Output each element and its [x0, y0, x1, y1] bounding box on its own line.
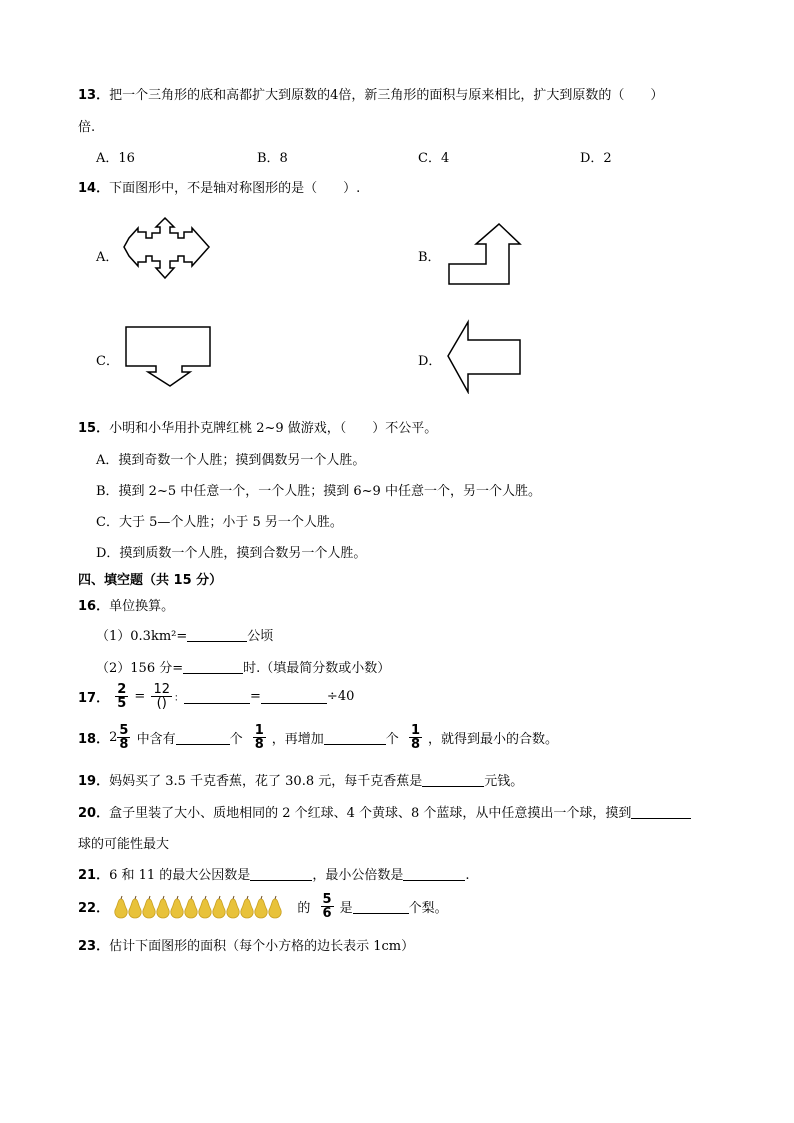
option-b[interactable]: B．摸到 2~5 中任意一个，一个人胜；摸到 6~9 中任意一个，另一个人胜。	[96, 484, 541, 499]
question-number: 13．	[78, 88, 110, 103]
bent-arrow-figure[interactable]	[446, 222, 522, 286]
text-segment: ，就得到最小的合数。	[428, 732, 559, 747]
fraction-denominator: 5	[117, 696, 127, 711]
question-number: 23．	[78, 939, 110, 954]
question-text: 下面图形中，不是轴对称图形的是（ ）.	[109, 181, 361, 196]
question-text-continued: 球的可能性最大	[78, 837, 170, 852]
question-text: 小明和小华用扑克牌红桃 2~9 做游戏，（ ）不公平。	[109, 421, 438, 436]
answer-blank[interactable]	[422, 772, 484, 787]
question-text-tail: .	[465, 868, 470, 883]
question-19	[78, 770, 523, 789]
fraction-numerator: 12	[153, 682, 171, 697]
option-d[interactable]: D．2	[580, 151, 612, 166]
question-number: 17．	[78, 691, 110, 706]
part-2-unit: 时.（填最简分数或小数）	[243, 661, 391, 676]
question-20-continuation	[78, 833, 169, 852]
question-number: 21．	[78, 868, 110, 883]
pear-icon	[143, 896, 155, 918]
mixed-number-fraction	[117, 724, 130, 751]
option-c-label[interactable]: C．	[96, 354, 119, 369]
question-21	[78, 864, 469, 883]
question-number: 20．	[78, 806, 110, 821]
question-text: 盒子里装了大小、质地相同的 2 个红球、4 个黄球、8 个蓝球，从中任意摸出一个球，摸到	[109, 806, 632, 821]
question-number: 16．	[78, 599, 110, 614]
fraction-two-fifths	[115, 683, 128, 710]
question-text: 单位换算。	[109, 599, 175, 614]
pear-icon	[199, 896, 211, 918]
pear-icon	[241, 896, 253, 918]
answer-blank[interactable]	[261, 689, 327, 704]
pear-icon	[255, 896, 267, 918]
fraction-five-sixths	[321, 893, 334, 920]
text-segment: 的	[297, 901, 311, 916]
equals-sign: =	[250, 689, 261, 704]
pear-icon	[129, 896, 141, 918]
question-16	[78, 595, 174, 614]
question-13	[78, 84, 663, 103]
option-d-label[interactable]: D．	[418, 354, 442, 369]
fraction-numerator: 1	[410, 723, 420, 738]
question-15	[78, 417, 437, 436]
option-d[interactable]: D．摸到质数一个人胜，摸到合数另一个人胜。	[96, 546, 367, 561]
left-arrow-figure[interactable]	[446, 318, 524, 394]
fraction-numerator: 5	[119, 723, 129, 738]
equals-sign: =	[134, 689, 146, 704]
option-b[interactable]: B．8	[257, 151, 288, 166]
question-18	[78, 724, 558, 751]
question-22	[78, 893, 448, 920]
answer-blank[interactable]	[403, 866, 465, 881]
part-1-prefix: （1）0.3km²=	[96, 629, 188, 644]
question-text: 把一个三角形的底和高都扩大到原数的4倍，新三角形的面积与原来相比，扩大到原数的（ ）	[109, 88, 664, 103]
pear-icon	[185, 896, 197, 918]
option-c[interactable]: C．4	[418, 151, 450, 166]
question-number: 22．	[78, 901, 110, 916]
question-14	[78, 177, 360, 196]
option-a-label[interactable]: A．	[96, 250, 119, 265]
part-1-unit: 公顷	[247, 629, 274, 644]
part-2-prefix: （2）156 分=	[96, 661, 184, 676]
text-segment: 个	[229, 732, 243, 747]
fraction-one-eighth	[253, 724, 266, 751]
question-16-part-1	[96, 625, 273, 644]
down-arrow-box-figure[interactable]	[122, 324, 214, 388]
question-23	[78, 935, 414, 954]
four-arrow-cross-figure[interactable]	[122, 216, 212, 292]
fraction-denominator[interactable]: ()	[156, 696, 167, 711]
question-17	[78, 683, 354, 710]
ratio-colon: ：	[174, 693, 185, 704]
fraction-one-eighth	[409, 724, 422, 751]
fraction-numerator: 1	[254, 723, 264, 738]
option-a[interactable]: A．摸到奇数一个人胜；摸到偶数另一个人胜。	[96, 453, 366, 468]
question-text: 估计下面图形的面积（每个小方格的边长表示 1cm）	[109, 939, 415, 954]
text-segment: 个梨。	[408, 901, 448, 916]
text-segment: ，再增加	[271, 732, 324, 747]
option-a[interactable]: A．16	[96, 151, 135, 166]
pear-icon	[171, 896, 183, 918]
division-tail: ÷40	[326, 689, 355, 704]
option-c[interactable]: C．大于 5—个人胜；小于 5 另一个人胜。	[96, 515, 343, 530]
text-segment: 中含有	[136, 732, 176, 747]
question-16-part-2	[96, 657, 390, 676]
pear-icon	[115, 896, 127, 918]
answer-blank[interactable]	[250, 866, 312, 881]
question-text-continued: 倍.	[78, 120, 96, 135]
fraction-denominator: 8	[254, 737, 264, 752]
answer-blank[interactable]	[187, 627, 247, 642]
answer-blank[interactable]	[324, 730, 386, 745]
fraction-numerator: 5	[322, 892, 332, 907]
answer-blank[interactable]	[183, 659, 243, 674]
fraction-denominator: 6	[322, 906, 332, 921]
pear-group-image	[113, 895, 293, 919]
answer-blank[interactable]	[176, 730, 230, 745]
option-b-label[interactable]: B．	[418, 250, 441, 265]
fraction-numerator: 2	[117, 682, 127, 697]
question-number: 15．	[78, 421, 110, 436]
pear-icon	[269, 896, 281, 918]
text-segment: 是	[339, 901, 353, 916]
fraction-twelve-over-blank	[151, 683, 172, 710]
question-text-tail: 元钱。	[484, 774, 524, 789]
question-13-continuation	[78, 116, 95, 135]
fraction-denominator: 8	[410, 737, 420, 752]
answer-blank[interactable]	[184, 689, 250, 704]
question-20	[78, 802, 691, 821]
question-text: 妈妈买了 3.5 千克香蕉，花了 30.8 元，每千克香蕉是	[109, 774, 423, 789]
question-text: 6 和 11 的最大公因数是	[109, 868, 251, 883]
pear-icon	[157, 896, 169, 918]
question-number: 18．	[78, 732, 110, 747]
pear-icon	[227, 896, 239, 918]
section-heading: 四、填空题（共 15 分）	[78, 573, 223, 588]
text-segment: 个	[385, 732, 399, 747]
answer-blank[interactable]	[353, 899, 409, 914]
question-number: 14．	[78, 181, 110, 196]
question-number: 19．	[78, 774, 110, 789]
mixed-number-whole: 2	[109, 730, 118, 745]
pear-icon	[213, 896, 225, 918]
fraction-denominator: 8	[119, 737, 129, 752]
answer-blank[interactable]	[631, 804, 691, 819]
question-text-middle: ，最小公倍数是	[312, 868, 404, 883]
